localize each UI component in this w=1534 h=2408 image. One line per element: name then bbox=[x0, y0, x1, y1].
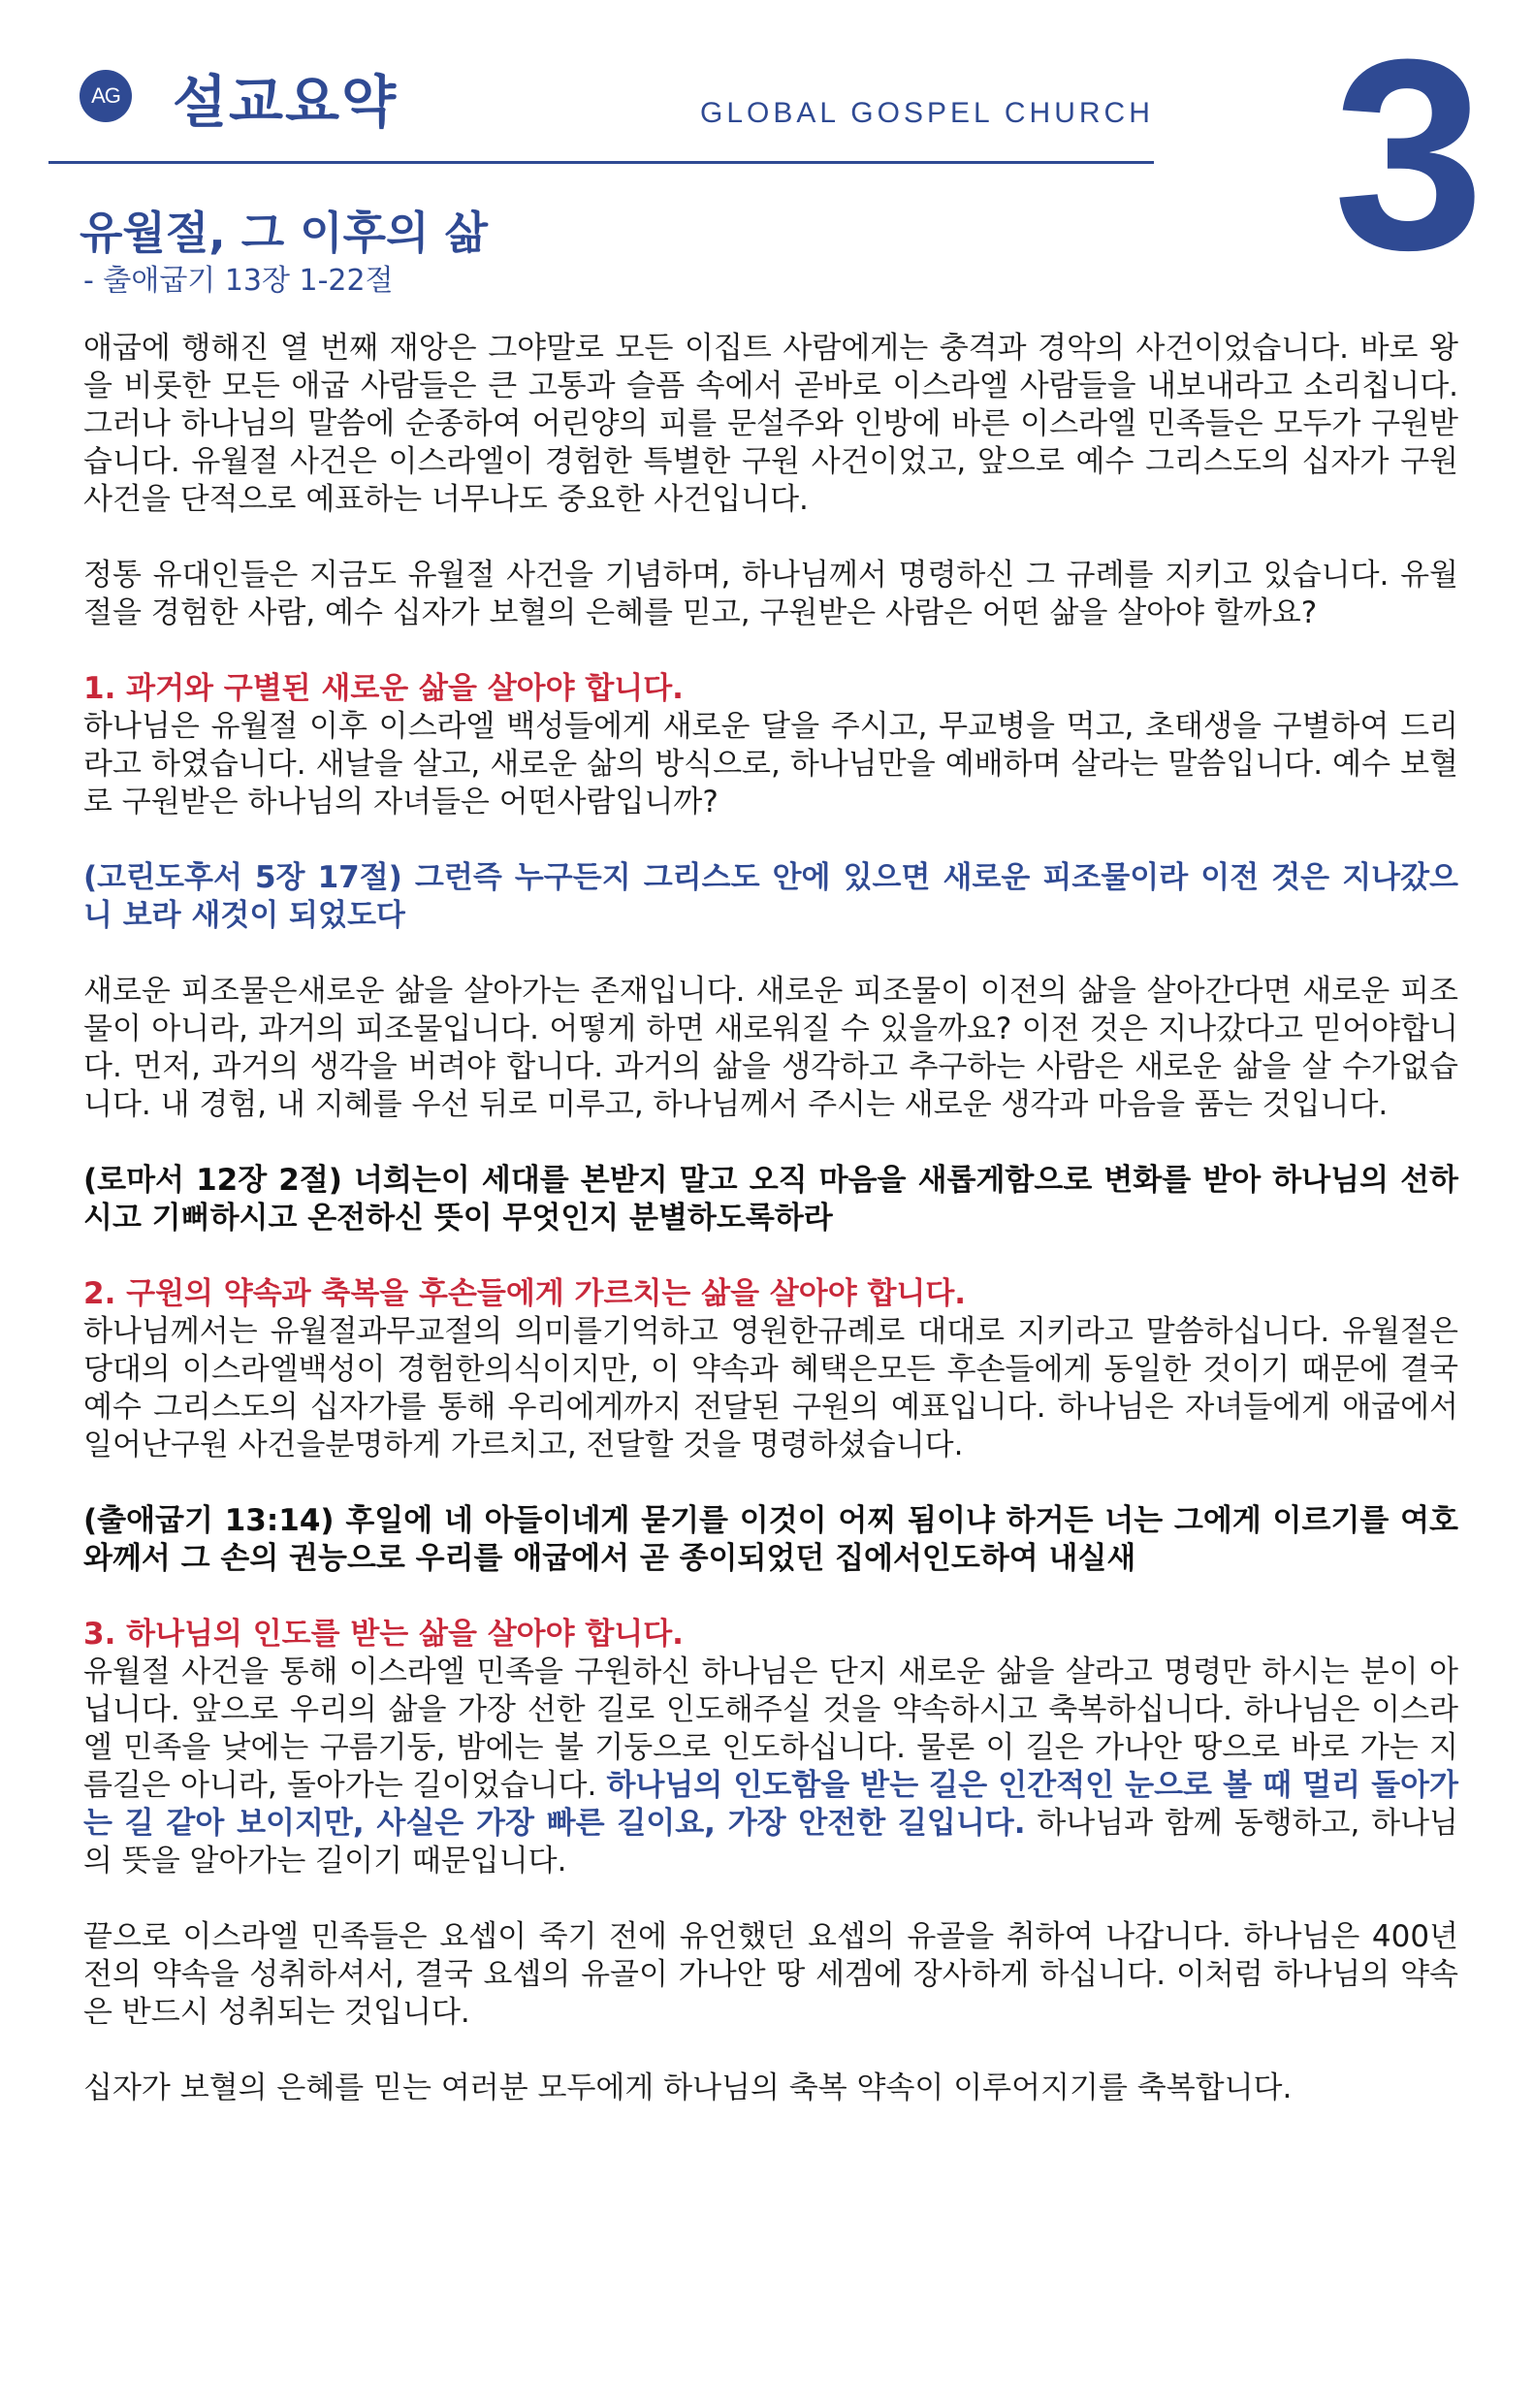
scripture-quote: (출애굽기 13:14) 후일에 네 아들이네게 묻기를 이것이 어찌 됨이냐 하거든 너는 그에게 이르기를 여호와께서 그 손의 권능으로 우리를 애굽에서 곧 종이되었던 집에서인도하여 내실새 bbox=[83, 1503, 1458, 1576]
page-header-title: 설교요약 bbox=[173, 69, 399, 135]
sermon-title: 유월절, 그 이후의 삶 bbox=[80, 207, 489, 259]
section-paragraph: 하나님은 유월절 이후 이스라엘 백성들에게 새로운 달을 주시고, 무교병을 먹고, 초태생을 구별하여 드리라고 하였습니다. 새날을 살고, 새로운 삶의 방식으로, 하나님만을 예배하며 살라는 말씀입니다. 예수 보혈로 구원받은 하나님의 자녀들은 어떤사람입니까? bbox=[83, 709, 1458, 819]
blessing-paragraph: 십자가 보혈의 은혜를 믿는 여러분 모두에게 하나님의 축복 약속이 이루어지기를 축복합니다. bbox=[83, 2071, 1293, 2105]
closing-paragraph: 끝으로 이스라엘 민족들은 요셉이 죽기 전에 유언했던 요셉의 유골을 취하여 나갑니다. 하나님은 400년 전의 약속을 성취하셔서, 결국 요셉의 유골이 가나안 땅 세겜에 장사하게 하십니다. 이처럼 하나님의 약속은 반드시 성취되는 것입니다. bbox=[83, 1919, 1458, 2030]
spacer bbox=[83, 1124, 1458, 1162]
scripture-quote: (고린도후서 5장 17절) 그런즉 누구든지 그리스도 안에 있으면 새로운 피조물이라 이전 것은 지나갔으니 보라 새것이 되었도다 bbox=[83, 860, 1458, 933]
header-divider bbox=[48, 161, 1154, 164]
section-heading-1: 1. 과거와 구별된 새로운 삶을 살아야 합니다. bbox=[83, 671, 684, 706]
issue-number: 3 bbox=[1333, 4, 1485, 306]
scripture-reference: - 출애굽기 13장 1-22절 bbox=[83, 264, 394, 298]
church-logo: AG bbox=[80, 70, 132, 122]
section-paragraph: 새로운 피조물은새로운 삶을 살아가는 존재입니다. 새로운 피조물이 이전의 삶을 살아간다면 새로운 피조물이 아니라, 과거의 피조물입니다. 어떻게 하면 새로워질 수 있을까요? 이전 것은 지나갔다고 믿어야합니다. 먼저, 과거의 생각을 버려야 합니다. 과거의 삶을 생각하고 추구하는 사람은 새로운 삶을 살 수가없습니다. 내 경험, 내 지혜를 우선 뒤로 미루고, 하나님께서 주시는 새로운 생각과 마음을 품는 것입니다. bbox=[83, 974, 1458, 1122]
section-paragraph bbox=[83, 1653, 1458, 1880]
church-name: GLOBAL GOSPEL CHURCH bbox=[700, 97, 1154, 129]
highlighted-text: 하나님의 인도함을 받는 길은 인간적인 눈으로 볼 때 멀리 돌아가는 길 같아 보이지만, 사실은 가장 빠른 길이요, 가장 안전한 길입니다. bbox=[83, 1768, 1458, 1841]
spacer bbox=[83, 935, 1458, 973]
intro-paragraph: 정통 유대인들은 지금도 유월절 사건을 기념하며, 하나님께서 명령하신 그 규례를 지키고 있습니다. 유월절을 경험한 사람, 예수 십자가 보혈의 은혜를 믿고, 구원받은 사람은 어떤 삶을 살아야 할까요? bbox=[83, 558, 1458, 630]
spacer bbox=[83, 1464, 1458, 1502]
spacer bbox=[83, 1578, 1458, 1616]
sermon-body bbox=[83, 330, 1458, 2107]
section-heading-3: 3. 하나님의 인도를 받는 삶을 살아야 합니다. bbox=[83, 1617, 684, 1652]
spacer bbox=[83, 519, 1458, 557]
spacer bbox=[83, 1880, 1458, 1918]
spacer bbox=[83, 632, 1458, 670]
spacer bbox=[83, 2032, 1458, 2070]
section-paragraph: 하나님께서는 유월절과무교절의 의미를기억하고 영원한규례로 대대로 지키라고 말씀하십니다. 유월절은당대의 이스라엘백성이 경험한의식이지만, 이 약속과 혜택은모든 후손들에게 동일한 것이기 때문에 결국 예수 그리스도의 십자가를 통해 우리에게까지 전달된 구원의 예표입니다. 하나님은 자녀들에게 애굽에서 일어난구원 사건을분명하게 가르치고, 전달할 것을 명령하셨습니다. bbox=[83, 1314, 1458, 1462]
paragraph-text: 유월절 사건을 통해 이스라엘 민족을 구원하신 하나님은 단지 새로운 삶을 살라고 명령만 하시는 분이 아닙니다. 앞으로 우리의 삶을 가장 선한 길로 인도해주실 것을 약속하시고 축복하십니다. 하나님은 이스라엘 민족을 낮에는 구름기둥, 밤에는 불 기둥으로 인도하십니다. 물론 이 길은 가나안 땅으로 바로 가는 지름길은 아니라, 돌아가는 길이었습니다. bbox=[83, 1654, 1458, 1803]
spacer bbox=[83, 821, 1458, 859]
intro-paragraph: 애굽에 행해진 열 번째 재앙은 그야말로 모든 이집트 사람에게는 충격과 경악의 사건이었습니다. 바로 왕을 비롯한 모든 애굽 사람들은 큰 고통과 슬픔 속에서 곧바로 이스라엘 사람들을 내보내라고 소리칩니다. 그러나 하나님의 말씀에 순종하여 어린양의 피를 문설주와 인방에 바른 이스라엘 민족들은 모두가 구원받습니다. 유월절 사건은 이스라엘이 경험한 특별한 구원 사건이었고, 앞으로 예수 그리스도의 십자가 구원 사건을 단적으로 예표하는 너무나도 중요한 사건입니다. bbox=[83, 331, 1458, 517]
section-heading-2: 2. 구원의 약속과 축복을 후손들에게 가르치는 삶을 살아야 합니다. bbox=[83, 1276, 967, 1311]
paragraph-text: 하나님과 함께 동행하고, 하나님의 뜻을 알아가는 길이기 때문입니다. bbox=[83, 1806, 1458, 1878]
scripture-quote: (로마서 12장 2절) 너희는이 세대를 본받지 말고 오직 마음을 새롭게함으로 변화를 받아 하나님의 선하시고 기뻐하시고 온전하신 뜻이 무엇인지 분별하도록하라 bbox=[83, 1163, 1458, 1236]
spacer bbox=[83, 1237, 1458, 1275]
